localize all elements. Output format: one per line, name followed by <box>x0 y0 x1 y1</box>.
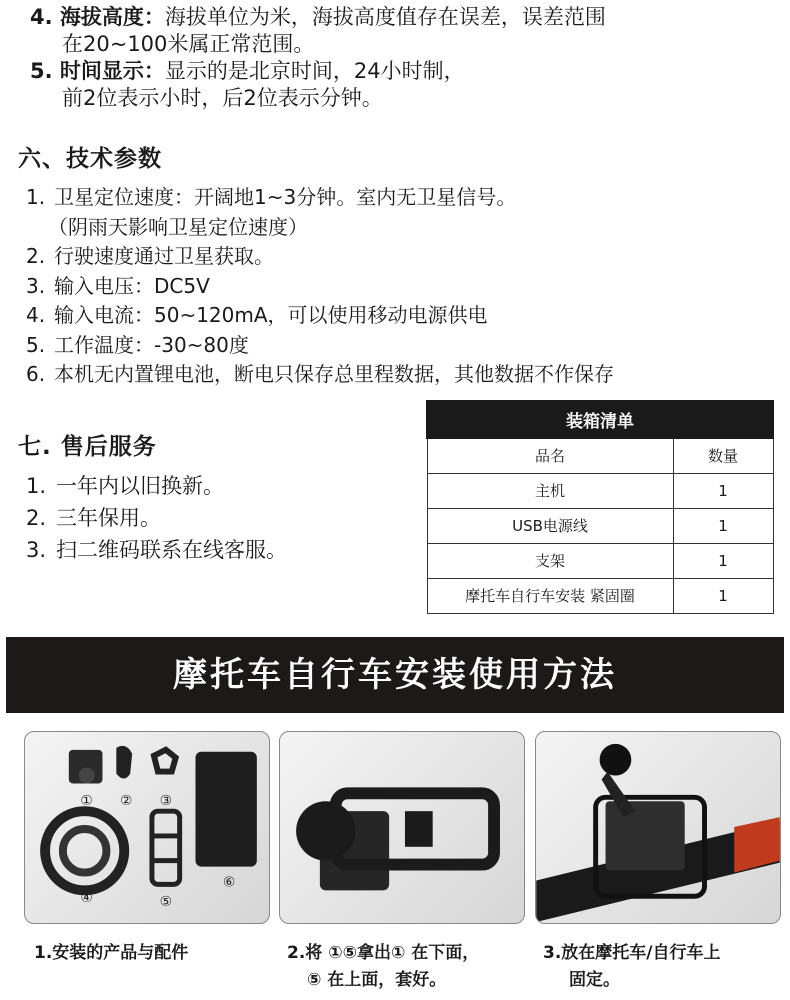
step-caption-2 <box>287 940 479 994</box>
intro-item-altitude <box>30 4 770 58</box>
tech-item-number: 5. <box>26 332 46 357</box>
packing-header-qty: 数量 <box>673 438 773 473</box>
step-caption-3 <box>543 940 721 994</box>
tech-item-text: 卫星定位速度：开阔地1~3分钟。室内无卫星信号。 <box>54 185 517 209</box>
tech-item <box>26 331 766 361</box>
part-number: ④ <box>80 890 93 907</box>
service-item <box>26 502 287 534</box>
part-number: ② <box>120 793 133 810</box>
service-item-text: 三年保用。 <box>56 506 161 530</box>
table-row <box>427 508 773 543</box>
packing-item-name: 主机 <box>427 473 673 508</box>
step-caption-line: 2.将 ①⑤拿出① 在下面， <box>287 943 480 963</box>
tech-item-text: 行驶速度通过卫星获取。 <box>54 244 274 268</box>
packing-item-qty: 1 <box>673 543 773 578</box>
service-item-number: 2. <box>26 506 47 530</box>
tech-item <box>26 183 766 213</box>
packing-list-table <box>426 400 774 614</box>
tech-item-text: 输入电流：50~120mA，可以使用移动电源供电 <box>54 303 488 327</box>
intro-item-text: 海拔单位为米，海拔高度值存在误差，误差范围 <box>164 5 606 29</box>
service-item <box>26 470 287 502</box>
intro-item-label: 5. 时间显示： <box>30 59 165 83</box>
packing-item-qty: 1 <box>673 473 773 508</box>
tech-list <box>26 183 766 390</box>
part-number: ① <box>80 793 93 810</box>
step-caption-line: ⑤ 在上面，套好。 <box>307 970 447 990</box>
table-row <box>427 473 773 508</box>
service-item-text: 一年内以旧换新。 <box>56 474 224 498</box>
packing-item-name: 摩托车自行车安装 紧固圈 <box>427 578 673 613</box>
tech-item-text: 输入电压：DC5V <box>54 273 210 298</box>
photo-assembly <box>279 731 525 924</box>
part-number: ⑥ <box>222 874 236 891</box>
packing-header-row <box>427 438 773 473</box>
tech-item <box>26 301 766 331</box>
step-caption-line: 3.放在摩托车/自行车上 <box>543 943 721 963</box>
packing-item-qty: 1 <box>673 578 773 613</box>
tech-item-text: 工作温度：-30~80度 <box>54 332 249 357</box>
mount-assembly-illustration <box>280 732 524 923</box>
packing-item-name: 支架 <box>427 543 673 578</box>
tech-item-note: （阴雨天影响卫星定位速度） <box>48 214 308 239</box>
intro-list <box>30 4 770 112</box>
tech-item-number: 1. <box>26 185 46 209</box>
service-item-text: 扫二维码联系在线客服。 <box>56 538 287 562</box>
packing-item-qty: 1 <box>673 508 773 543</box>
intro-item-time <box>30 58 770 112</box>
photo-parts <box>24 731 270 924</box>
step-caption-1 <box>34 940 188 967</box>
service-heading: 七. 售后服务 <box>18 434 157 460</box>
table-row <box>427 578 773 613</box>
handlebar-mount-illustration <box>536 732 780 923</box>
intro-item-continuation: 前2位表示小时，后2位表示分钟。 <box>62 86 383 110</box>
service-item-number: 1. <box>26 474 47 498</box>
service-item-number: 3. <box>26 538 47 562</box>
tech-item-number: 3. <box>26 273 46 298</box>
part-number: ⑤ <box>159 894 173 911</box>
intro-item-continuation: 在20~100米属正常范围。 <box>62 32 315 56</box>
tech-item-number: 6. <box>26 362 46 386</box>
tech-heading: 六、技术参数 <box>18 146 162 172</box>
photo-mounted <box>535 731 781 924</box>
intro-item-label: 4. 海拔高度： <box>30 5 165 29</box>
install-banner: 摩托车自行车安装使用方法 <box>6 637 784 713</box>
service-item <box>26 534 287 566</box>
tech-item-number: 4. <box>26 303 46 327</box>
tech-item-text: 本机无内置锂电池，断电只保存总里程数据，其他数据不作保存 <box>54 362 614 386</box>
service-list <box>26 470 287 566</box>
part-number: ③ <box>159 793 173 810</box>
packing-item-name: USB电源线 <box>427 508 673 543</box>
parts-illustration <box>25 732 269 923</box>
packing-list-title: 装箱清单 <box>427 401 773 438</box>
table-row <box>427 543 773 578</box>
step-caption-line: 1.安装的产品与配件 <box>34 943 189 963</box>
step-caption-line: 固定。 <box>569 970 620 990</box>
packing-header-name: 品名 <box>427 438 673 473</box>
tech-item <box>26 242 766 272</box>
tech-item-number: 2. <box>26 244 46 268</box>
tech-item <box>26 272 766 302</box>
tech-item <box>26 360 766 390</box>
intro-item-text: 显示的是北京时间，24小时制， <box>164 59 465 83</box>
